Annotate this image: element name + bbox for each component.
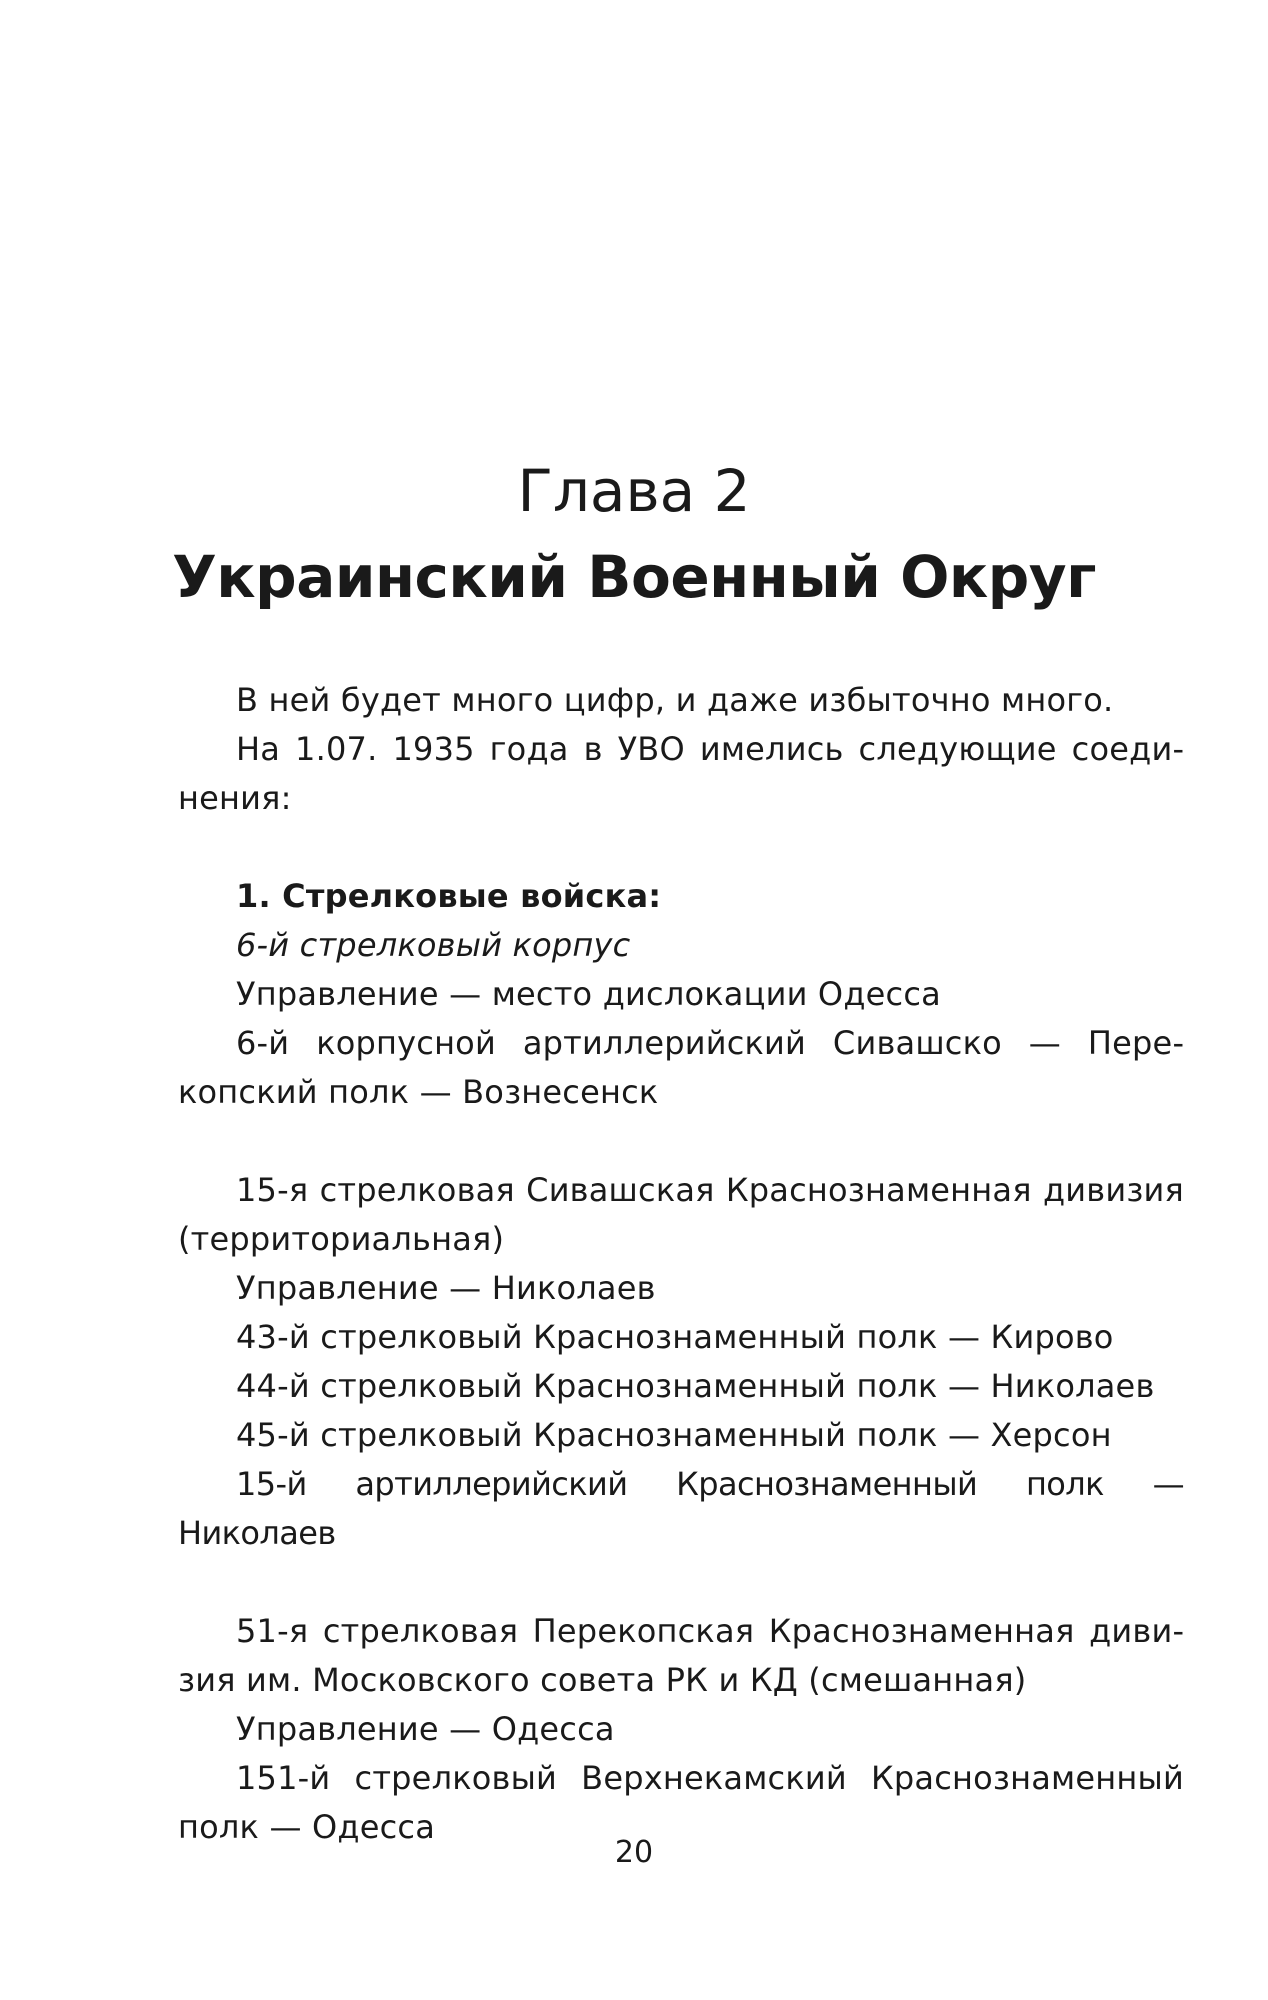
- division-15-regiment-44: 44-й стрелковый Краснознаменный полк — Николаев: [236, 1367, 1155, 1405]
- spacer: [178, 1117, 1184, 1166]
- division-51-title: 51-я стрелковая Перекопская Краснознаменная дивизия им. Московского совета РК и КД (смешанная): [178, 1612, 1184, 1699]
- chapter-label: Глава 2: [517, 457, 751, 525]
- section-heading: 1. Стрелковые войска:: [236, 877, 662, 915]
- division-15-artillery: 15-й артиллерийский Краснознаменный полк — Николаев: [178, 1465, 1184, 1552]
- page-number: 20: [614, 1835, 654, 1870]
- division-15-regiment-45: 45-й стрелковый Краснознаменный полк — Херсон: [236, 1416, 1112, 1454]
- chapter-title: Украинский Военный Округ: [172, 543, 1096, 611]
- division-51-regiment-151: 151-й стрелковый Верхнекамский Краснознаменный полк — Одесса: [178, 1759, 1184, 1846]
- date-paragraph: На 1.07. 1935 года в УВО имелись следующие соединения:: [178, 730, 1184, 817]
- page-body: [178, 676, 1184, 1852]
- corps-artillery-line: 6-й корпусной артиллерийский Сивашско — Перекопский полк — Вознесенск: [178, 1024, 1184, 1111]
- division-15-title: 15-я стрелковая Сивашская Краснознаменная дивизия (территориальная): [178, 1171, 1184, 1258]
- division-15-regiment-43: 43-й стрелковый Краснознаменный полк — Кирово: [236, 1318, 1114, 1356]
- corps-name: 6-й стрелковый корпус: [236, 926, 631, 964]
- division-15-hq: Управление — Николаев: [236, 1269, 656, 1307]
- spacer: [178, 1558, 1184, 1607]
- spacer: [178, 823, 1184, 872]
- division-51-hq: Управление — Одесса: [236, 1710, 615, 1748]
- corps-hq-line: Управление — место дислокации Одесса: [236, 975, 941, 1013]
- intro-paragraph: В ней будет много цифр, и даже избыточно много.: [236, 681, 1114, 719]
